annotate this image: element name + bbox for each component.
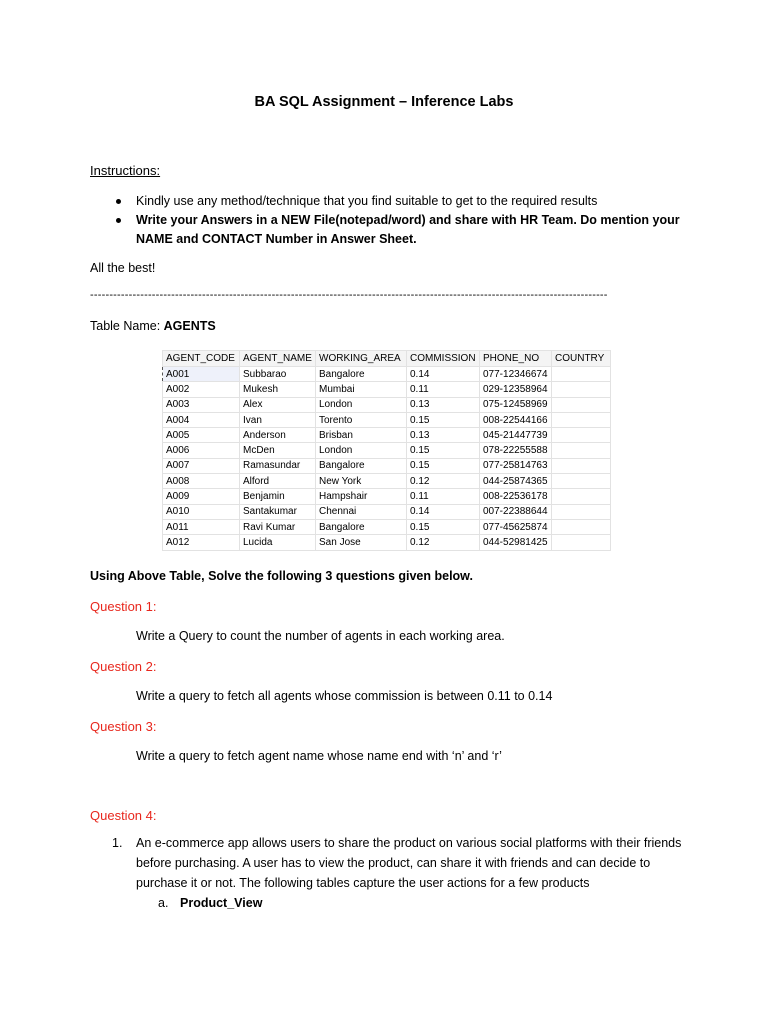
instruction-text: Kindly use any method/technique that you find suitable to get to the required results <box>136 194 598 208</box>
instruction-text: Write your Answers in a NEW File(notepad/word) and share with HR Team. Do mention your NAME and CONTACT Number in Answer Sheet. <box>136 213 680 246</box>
table-cell: 044-25874365 <box>480 474 552 489</box>
table-cell <box>552 504 611 519</box>
table-cell <box>552 367 611 382</box>
column-header: AGENT_NAME <box>240 351 316 367</box>
table-cell: 008-22544166 <box>480 412 552 427</box>
table-row <box>163 474 611 489</box>
table-cell: Lucida <box>240 535 316 550</box>
question-1-text: Write a Query to count the number of agents in each working area. <box>136 629 505 643</box>
table-cell: A010 <box>163 504 240 519</box>
column-header: AGENT_CODE <box>163 351 240 367</box>
table-row <box>163 504 611 519</box>
table-cell: 0.15 <box>407 458 480 473</box>
table-cell <box>552 489 611 504</box>
column-header: COUNTRY <box>552 351 611 367</box>
instruction-bullet <box>90 211 690 249</box>
table-cell: A009 <box>163 489 240 504</box>
table-cell: 0.11 <box>407 382 480 397</box>
table-cell: 0.12 <box>407 474 480 489</box>
instruction-bullet <box>90 192 690 211</box>
table-cell: Santakumar <box>240 504 316 519</box>
table-name: AGENTS <box>163 319 216 333</box>
table-cell: Benjamin <box>240 489 316 504</box>
question-4-label: Question 4: <box>90 808 157 823</box>
table-cell: Alford <box>240 474 316 489</box>
table-cell <box>552 382 611 397</box>
table-cell: 0.15 <box>407 519 480 534</box>
table-row <box>163 382 611 397</box>
separator-line: -------------------------------------------------------------------------------------------------------------------------------------- <box>90 289 608 301</box>
table-cell: 0.15 <box>407 412 480 427</box>
table-row <box>163 519 611 534</box>
table-row <box>163 412 611 427</box>
agents-table <box>162 350 611 551</box>
table-name-label: Table Name: <box>90 319 164 333</box>
table-row <box>163 535 611 550</box>
question-4-item <box>90 833 690 893</box>
question-3-text: Write a query to fetch agent name whose name end with ‘n’ and ‘r’ <box>136 749 502 763</box>
instructions-heading: Instructions: <box>90 163 161 178</box>
document-title: BA SQL Assignment – Inference Labs <box>254 94 514 110</box>
table-cell: Bangalore <box>316 519 407 534</box>
table-cell: McDen <box>240 443 316 458</box>
question-3-label: Question 3: <box>90 719 157 734</box>
question-1-label: Question 1: <box>90 599 157 614</box>
table-cell: 0.11 <box>407 489 480 504</box>
table-cell: 0.14 <box>407 367 480 382</box>
bullet-icon <box>116 199 121 204</box>
table-cell: Chennai <box>316 504 407 519</box>
table-cell: 075-12458969 <box>480 397 552 412</box>
table-cell: 078-22255588 <box>480 443 552 458</box>
questions-intro: Using Above Table, Solve the following 3 questions given below. <box>90 569 473 583</box>
table-cell: A011 <box>163 519 240 534</box>
table-cell: A007 <box>163 458 240 473</box>
table-row <box>163 443 611 458</box>
table-cell: 077-12346674 <box>480 367 552 382</box>
table-cell <box>552 428 611 443</box>
list-number: 1. <box>112 836 123 850</box>
table-cell: Mumbai <box>316 382 407 397</box>
table-header-row <box>163 351 611 367</box>
table-cell: 0.13 <box>407 397 480 412</box>
table-cell <box>552 519 611 534</box>
table-cell: Ramasundar <box>240 458 316 473</box>
table-cell <box>552 458 611 473</box>
table-cell: 0.14 <box>407 504 480 519</box>
column-header: PHONE_NO <box>480 351 552 367</box>
table-cell: A003 <box>163 397 240 412</box>
table-row <box>163 367 611 382</box>
question-4-list <box>90 833 690 913</box>
subitem-title: Product_View <box>180 896 263 910</box>
table-name-line <box>90 319 216 333</box>
table-cell: 008-22536178 <box>480 489 552 504</box>
table-cell: Hampshair <box>316 489 407 504</box>
instructions-list <box>90 192 690 249</box>
table-cell <box>552 412 611 427</box>
table-cell: A001 <box>163 367 240 382</box>
table-row <box>163 397 611 412</box>
table-cell: Alex <box>240 397 316 412</box>
table-cell: 029-12358964 <box>480 382 552 397</box>
table-cell <box>552 535 611 550</box>
table-cell: Torento <box>316 412 407 427</box>
column-header: COMMISSION <box>407 351 480 367</box>
table-cell: Subbarao <box>240 367 316 382</box>
bullet-icon <box>116 218 121 223</box>
list-letter: a. <box>158 896 169 910</box>
table-row <box>163 489 611 504</box>
question-4-subitem <box>90 893 690 913</box>
table-cell: 077-45625874 <box>480 519 552 534</box>
table-cell: 044-52981425 <box>480 535 552 550</box>
table-cell <box>552 474 611 489</box>
table-cell: Brisban <box>316 428 407 443</box>
table-cell: 045-21447739 <box>480 428 552 443</box>
table-cell: London <box>316 443 407 458</box>
table-cell: 077-25814763 <box>480 458 552 473</box>
table-cell: New York <box>316 474 407 489</box>
agents-table-body <box>163 367 611 551</box>
table-cell: 0.13 <box>407 428 480 443</box>
table-cell: Bangalore <box>316 458 407 473</box>
table-cell: 007-22388644 <box>480 504 552 519</box>
table-row <box>163 428 611 443</box>
table-cell: A008 <box>163 474 240 489</box>
table-cell: A004 <box>163 412 240 427</box>
table-cell: Bangalore <box>316 367 407 382</box>
table-cell: 0.12 <box>407 535 480 550</box>
question-2-text: Write a query to fetch all agents whose commission is between 0.11 to 0.14 <box>136 689 553 703</box>
table-cell: A002 <box>163 382 240 397</box>
table-cell: San Jose <box>316 535 407 550</box>
table-cell <box>552 443 611 458</box>
table-cell: London <box>316 397 407 412</box>
table-cell <box>552 397 611 412</box>
table-cell: A006 <box>163 443 240 458</box>
column-header: WORKING_AREA <box>316 351 407 367</box>
table-cell: Ivan <box>240 412 316 427</box>
closing-line: All the best! <box>90 261 156 275</box>
table-cell: Ravi Kumar <box>240 519 316 534</box>
question-4-text: An e-commerce app allows users to share the product on various social platforms with their friends before purchasing. A user has to view the product, can share it with friends and can decide to purchase it or not. The following tables capture the user actions for a few products <box>136 836 682 890</box>
table-cell: Anderson <box>240 428 316 443</box>
table-cell: Mukesh <box>240 382 316 397</box>
question-2-label: Question 2: <box>90 659 157 674</box>
table-cell: 0.15 <box>407 443 480 458</box>
table-cell: A012 <box>163 535 240 550</box>
table-cell: A005 <box>163 428 240 443</box>
table-row <box>163 458 611 473</box>
